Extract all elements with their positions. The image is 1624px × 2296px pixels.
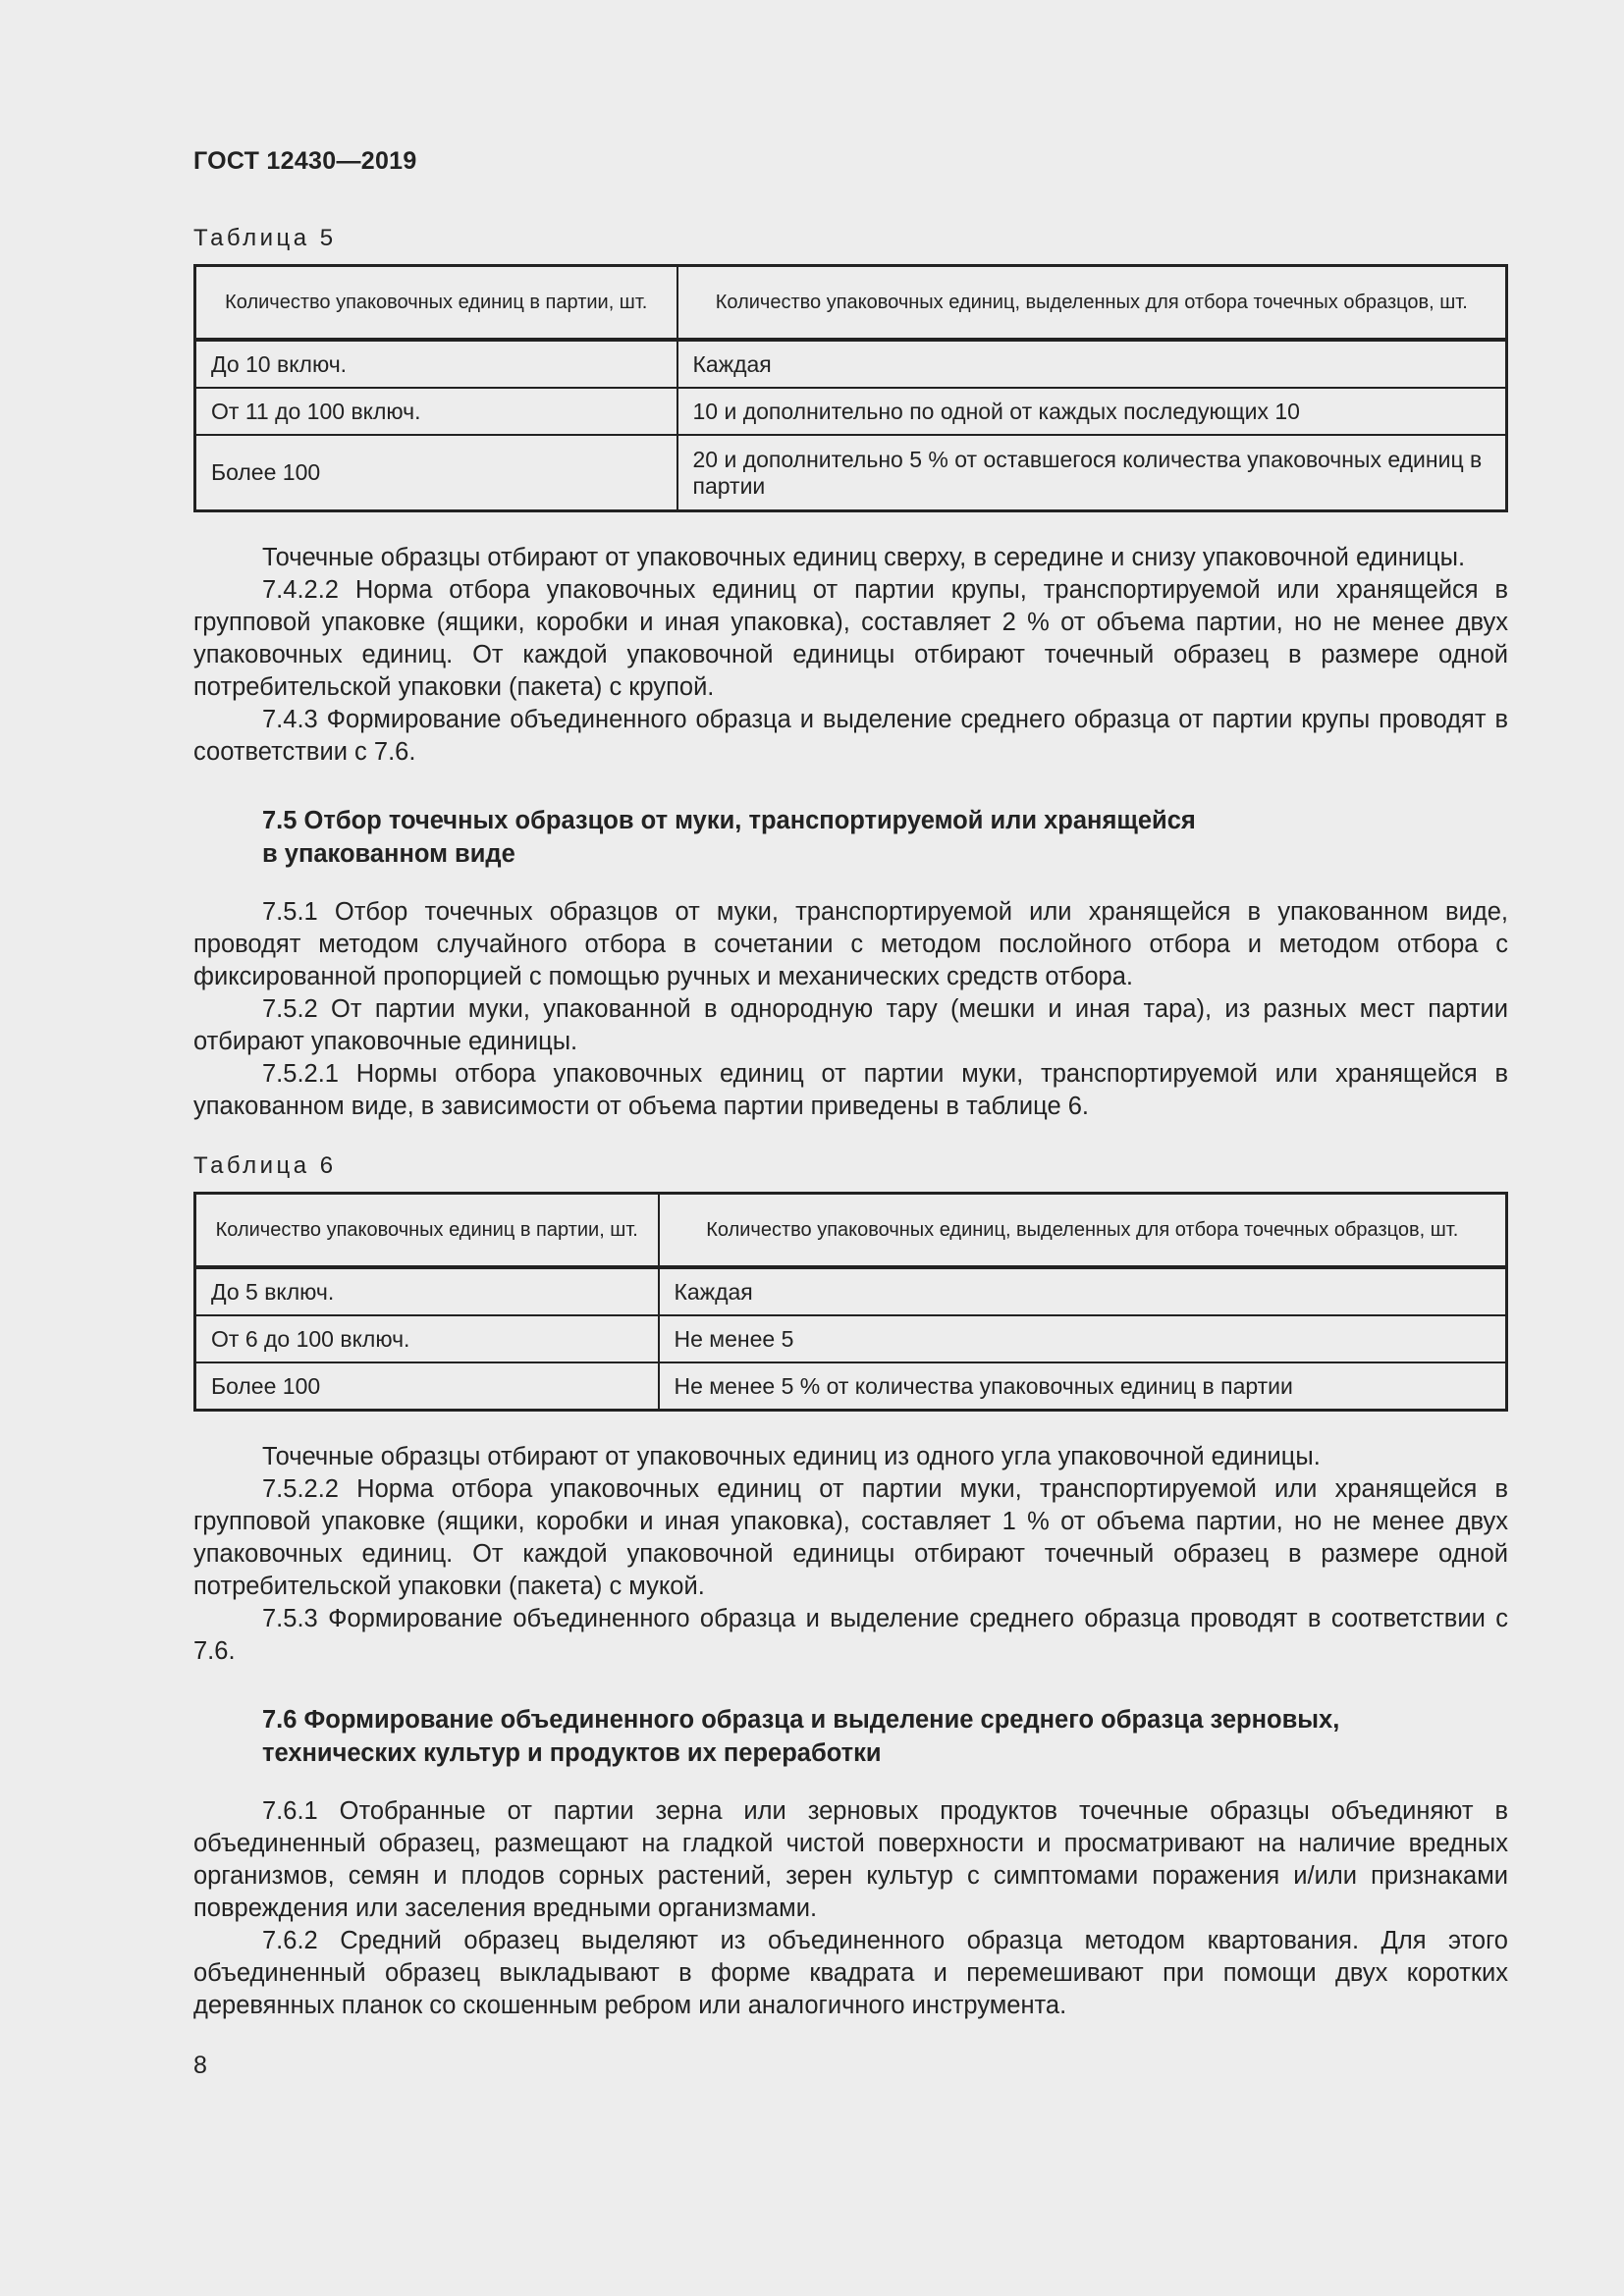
table-6	[193, 1192, 1508, 1412]
table-5-column-header: Количество упаковочных единиц, выделенных для отбора точечных образцов, шт.	[677, 266, 1507, 341]
table-cell: Более 100	[195, 435, 677, 511]
paragraph: 7.4.2.2 Норма отбора упаковочных единиц от партии крупы, транспортируемой или хранящейся в групповой упаковке (ящики, коробки и иная упаковка), составляет 2 % от объема партии, но не менее двух упаковочных единиц. От каждой упаковочной единицы отбирают точечный образец в размере одной потребительской упаковки (пакета) с крупой.	[193, 576, 1508, 701]
paragraph: Точечные образцы отбирают от упаковочных единиц сверху, в середине и снизу упаковочной единицы.	[262, 544, 1466, 571]
table-cell: От 6 до 100 включ.	[195, 1315, 659, 1362]
section-heading-line: в упакованном виде	[262, 840, 515, 868]
text-block-section-7-6	[193, 1795, 1508, 2022]
paragraph: 7.5.2.2 Норма отбора упаковочных единиц от партии муки, транспортируемой или хранящейся в групповой упаковке (ящики, коробки и иная упаковка), составляет 1 % от объема партии, но не менее двух упаковочных единиц. От каждой упаковочной единицы отбирают точечный образец в размере одной потребительской упаковки (пакета) с мукой.	[193, 1475, 1508, 1600]
table-cell: 20 и дополнительно 5 % от оставшегося количества упаковочных единиц в партии	[677, 435, 1507, 511]
section-heading-line: технических культур и продуктов их переработки	[262, 1739, 882, 1767]
paragraph: 7.5.3 Формирование объединенного образца и выделение среднего образца проводят в соответствии с 7.6.	[193, 1605, 1508, 1665]
paragraph: 7.4.3 Формирование объединенного образца и выделение среднего образца от партии крупы проводят в соответствии с 7.6.	[193, 706, 1508, 766]
table-header-row	[195, 266, 1507, 341]
text-block-after-table-6	[193, 1441, 1508, 1668]
table-row	[195, 435, 1507, 511]
section-heading-7-5	[262, 804, 1508, 871]
table-row	[195, 1267, 1507, 1315]
table-row	[195, 1315, 1507, 1362]
table-cell: Не менее 5	[659, 1315, 1507, 1362]
table-cell: До 5 включ.	[195, 1267, 659, 1315]
table-cell: До 10 включ.	[195, 340, 677, 388]
table-cell: Более 100	[195, 1362, 659, 1411]
paragraph: 7.6.1 Отобранные от партии зерна или зерновых продуктов точечные образцы объединяют в объединенный образец, размещают на гладкой чистой поверхности и просматривают на наличие вредных организмов, семян и плодов сорных растений, зерен культур с симптомами поражения и/или признаками повреждения или заселения вредными организмами.	[193, 1797, 1508, 1922]
paragraph: 7.5.2 От партии муки, упакованной в однородную тару (мешки и иная тара), из разных мест партии отбирают упаковочные единицы.	[193, 995, 1508, 1055]
paragraph: 7.6.2 Средний образец выделяют из объединенного образца методом квартования. Для этого объединенный образец выкладывают в форме квадрата и перемешивают при помощи двух коротких деревянных планок со скошенным ребром или аналогичного инструмента.	[193, 1927, 1508, 2019]
document-header: ГОСТ 12430—2019	[193, 147, 417, 175]
text-block-after-table-5	[193, 542, 1508, 769]
section-heading-line: 7.5 Отбор точечных образцов от муки, транспортируемой или хранящейся	[262, 807, 1196, 834]
page-number: 8	[193, 2052, 207, 2079]
table-5	[193, 264, 1508, 512]
table-6-column-header: Количество упаковочных единиц, выделенных для отбора точечных образцов, шт.	[659, 1194, 1507, 1268]
table-header-row	[195, 1194, 1507, 1268]
table-cell: Не менее 5 % от количества упаковочных единиц в партии	[659, 1362, 1507, 1411]
table-cell: Каждая	[659, 1267, 1507, 1315]
table-row	[195, 388, 1507, 435]
table-5-column-header: Количество упаковочных единиц в партии, шт.	[195, 266, 677, 341]
table-5-caption: Таблица 5	[193, 225, 337, 251]
paragraph: 7.5.2.1 Нормы отбора упаковочных единиц от партии муки, транспортируемой или хранящейся в упакованном виде, в зависимости от объема партии приведены в таблице 6.	[193, 1060, 1508, 1120]
table-cell: От 11 до 100 включ.	[195, 388, 677, 435]
text-block-section-7-5	[193, 896, 1508, 1123]
table-6-column-header: Количество упаковочных единиц в партии, шт.	[195, 1194, 659, 1268]
paragraph: Точечные образцы отбирают от упаковочных единиц из одного угла упаковочной единицы.	[262, 1443, 1321, 1470]
table-6-caption: Таблица 6	[193, 1152, 337, 1179]
table-cell: Каждая	[677, 340, 1507, 388]
table-row	[195, 340, 1507, 388]
table-cell: 10 и дополнительно по одной от каждых последующих 10	[677, 388, 1507, 435]
table-row	[195, 1362, 1507, 1411]
document-page	[193, 147, 1508, 2080]
section-heading-line: 7.6 Формирование объединенного образца и выделение среднего образца зерновых,	[262, 1706, 1340, 1734]
paragraph: 7.5.1 Отбор точечных образцов от муки, транспортируемой или хранящейся в упакованном виде, проводят методом случайного отбора в сочетании с методом послойного отбора и методом отбора с фиксированной пропорцией с помощью ручных и механических средств отбора.	[193, 898, 1508, 990]
section-heading-7-6	[262, 1703, 1508, 1770]
